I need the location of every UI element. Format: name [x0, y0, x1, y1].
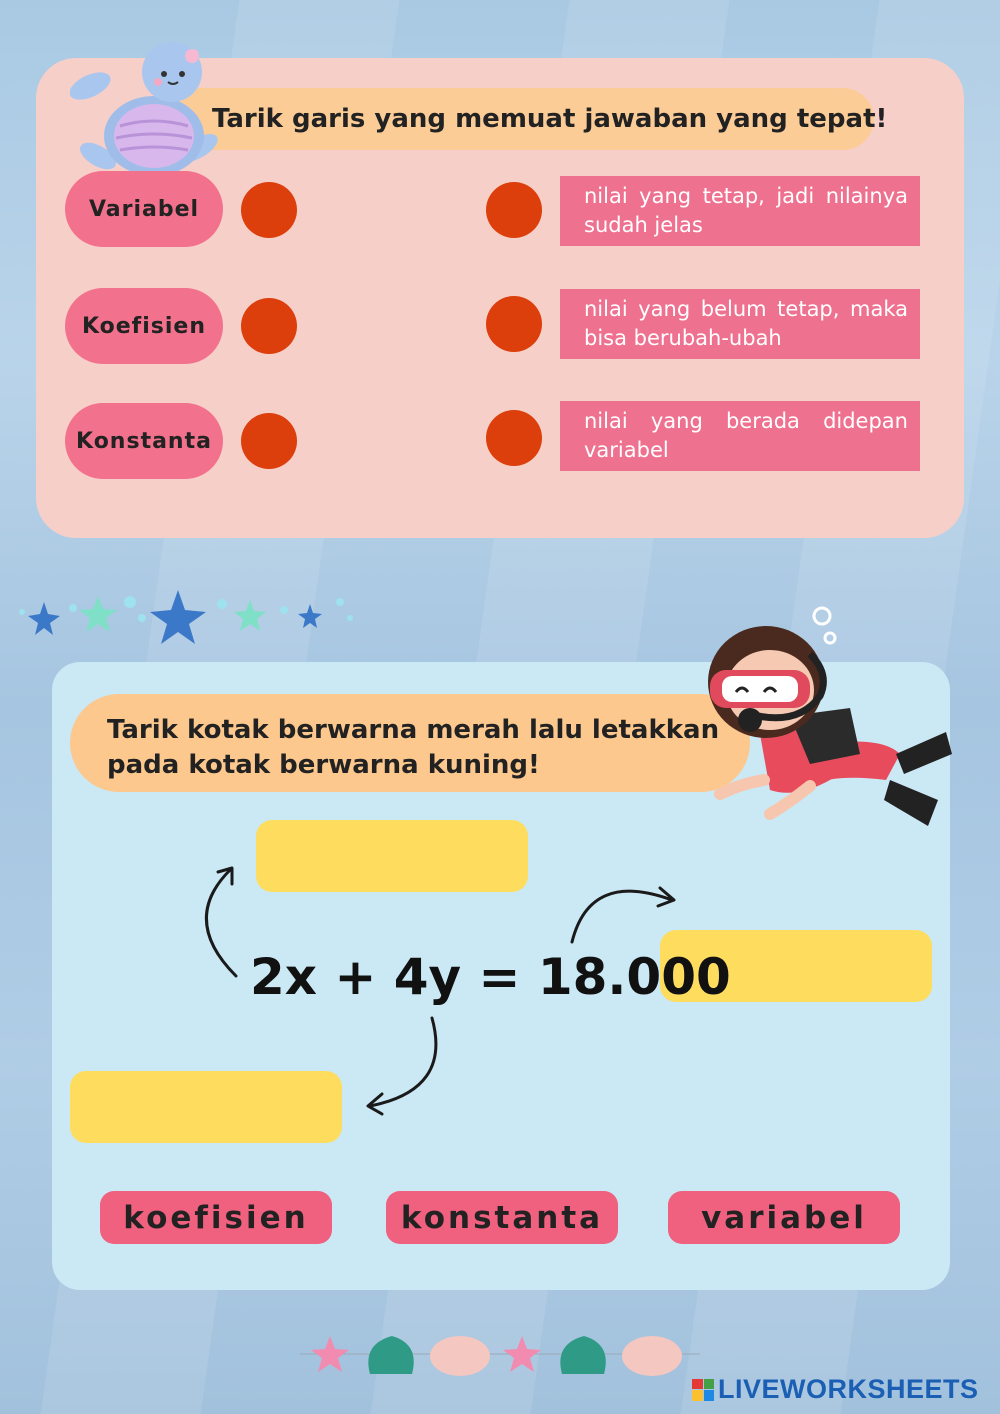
- definition-connector-dot[interactable]: [486, 410, 542, 466]
- term-pill-konstanta: Konstanta: [65, 403, 223, 479]
- seashell-decoration: [300, 1326, 700, 1390]
- equation: 2x + 4y = 18.000: [250, 948, 731, 1006]
- drag-chip-konstanta[interactable]: konstanta: [386, 1191, 618, 1244]
- definition-connector-dot[interactable]: [486, 182, 542, 238]
- matching-instruction: Tarik garis yang memuat jawaban yang tepat!: [212, 104, 888, 134]
- term-pill-koefisien: Koefisien: [65, 288, 223, 364]
- turtle-icon: [70, 38, 220, 178]
- term-connector-dot[interactable]: [241, 298, 297, 354]
- definition-box: nilai yang belum tetap, maka bisa berubah-ubah: [560, 289, 920, 359]
- drag-drop-instruction-banner: [70, 694, 750, 792]
- matching-instruction-banner: [170, 88, 888, 150]
- diver-icon: [700, 604, 960, 834]
- drag-chip-variabel[interactable]: variabel: [668, 1191, 900, 1244]
- term-pill-variabel: Variabel: [65, 171, 223, 247]
- term-connector-dot[interactable]: [241, 182, 297, 238]
- liveworksheets-logo-icon: [692, 1379, 714, 1401]
- starfish-decoration: [18, 588, 358, 648]
- definition-connector-dot[interactable]: [486, 296, 542, 352]
- definition-box: nilai yang tetap, jadi nilainya sudah jelas: [560, 176, 920, 246]
- term-connector-dot[interactable]: [241, 413, 297, 469]
- brand-name: LIVEWORKSHEETS: [718, 1374, 979, 1404]
- drag-chip-koefisien[interactable]: koefisien: [100, 1191, 332, 1244]
- drop-box-variable[interactable]: [70, 1071, 342, 1143]
- drop-box-coefficient[interactable]: [256, 820, 528, 892]
- brand: [692, 1374, 979, 1405]
- drag-drop-instruction: Tarik kotak berwarna merah lalu letakkan pada kotak berwarna kuning!: [107, 715, 720, 780]
- definition-box: nilai yang berada didepan variabel: [560, 401, 920, 471]
